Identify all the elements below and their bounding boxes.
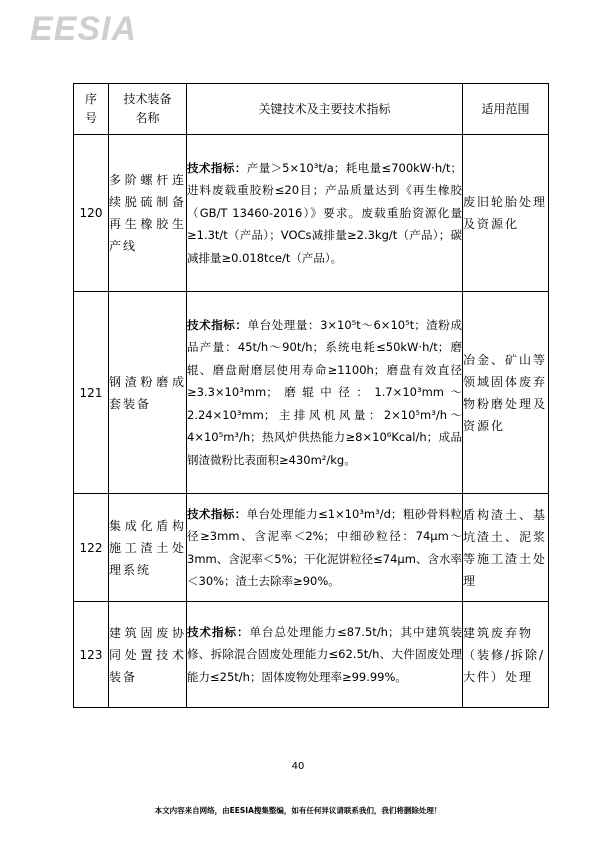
- table-row: [74, 135, 549, 292]
- row-number: 122: [74, 494, 109, 602]
- row-number: 121: [74, 292, 109, 494]
- header-scope: 适用范围: [463, 84, 549, 135]
- footer-disclaimer: 本文内容来自网络，由EESIA搜集整编，如有任何异议请联系我们，我们将删除处理！: [154, 806, 442, 815]
- technology-table: [73, 83, 549, 708]
- page-number: 40: [291, 761, 305, 772]
- eesia-logo: EESIA: [30, 10, 138, 48]
- header-equipment-name: 技术装备 名称: [109, 84, 187, 135]
- technical-specs: [187, 494, 463, 602]
- spec-label: 技术指标：: [187, 624, 250, 639]
- equipment-name: 多阶螺杆连续脱硫制备再生橡胶生产线: [109, 135, 187, 292]
- equipment-name: 钢渣粉磨成套装备: [109, 292, 187, 494]
- spec-text: 单台处理能力≤1×10³m³/d；粗砂骨料粒径≥3mm、含泥率＜2%；中细砂粒径：74μm～3mm、含泥率＜5%；干化泥饼粒径≤74μm、含水率＜30%；渣土去除率≥90%。: [187, 506, 462, 588]
- application-scope: 盾构渣土、基坑渣土、泥浆等施工渣土处理: [463, 494, 549, 602]
- header-number: 序 号: [74, 84, 109, 135]
- row-number: 120: [74, 135, 109, 292]
- technical-specs: [187, 135, 463, 292]
- application-scope: 冶金、矿山等领域固体废弃物粉磨处理及资源化: [463, 292, 549, 494]
- technical-specs: [187, 602, 463, 708]
- spec-label: 技术指标：: [187, 160, 247, 175]
- table-row: [74, 494, 549, 602]
- application-scope: 建筑废弃物（装修/拆除/大件）处理: [463, 602, 549, 708]
- spec-text: 产量＞5×10³t/a；耗电量≤700kW·h/t；进料废载重胶粉≤20目；产品质量达到《再生橡胶（GB/T 13460-2016）》要求。废载重胎资源化量≥1.3t/t（产品）；VOCs减排量≥2.3kg/t（产品）；碳减排量≥0.018tce/t（产品）。: [187, 160, 463, 265]
- row-number: 123: [74, 602, 109, 708]
- table-row: [74, 292, 549, 494]
- spec-text: 单台处理量：3×10⁵t～6×10⁵t；渣粉成品产量：45t/h～90t/h；系统电耗≤50kW·h/t；磨辊、磨盘耐磨层使用寿命≥1100h；磨盘有效直径≥3.3×10³mm；磨辊中径：1.7×10³mm～2.24×10³mm；主排风机风量：2×10⁵m³/h～4×10⁵m³/h；热风炉供热能力≥8×10⁶Kcal/h；成品钢渣微粉比表面积≥430m²/kg。: [187, 317, 462, 467]
- spec-text: 单台总处理能力≤87.5t/h；其中建筑装修、拆除混合固废处理能力≤62.5t/h、大件固废处理能力≤25t/h；固体废物处理率≥99.99%。: [187, 624, 462, 684]
- equipment-name: 集成化盾构施工渣土处理系统: [109, 494, 187, 602]
- application-scope: 废旧轮胎处理及资源化: [463, 135, 549, 292]
- spec-label: 技术指标：: [187, 506, 247, 521]
- technical-specs: [187, 292, 463, 494]
- spec-label: 技术指标：: [187, 317, 248, 332]
- header-key-technology: 关键技术及主要技术指标: [187, 84, 463, 135]
- equipment-name: 建筑固废协同处置技术装备: [109, 602, 187, 708]
- table-row: [74, 602, 549, 708]
